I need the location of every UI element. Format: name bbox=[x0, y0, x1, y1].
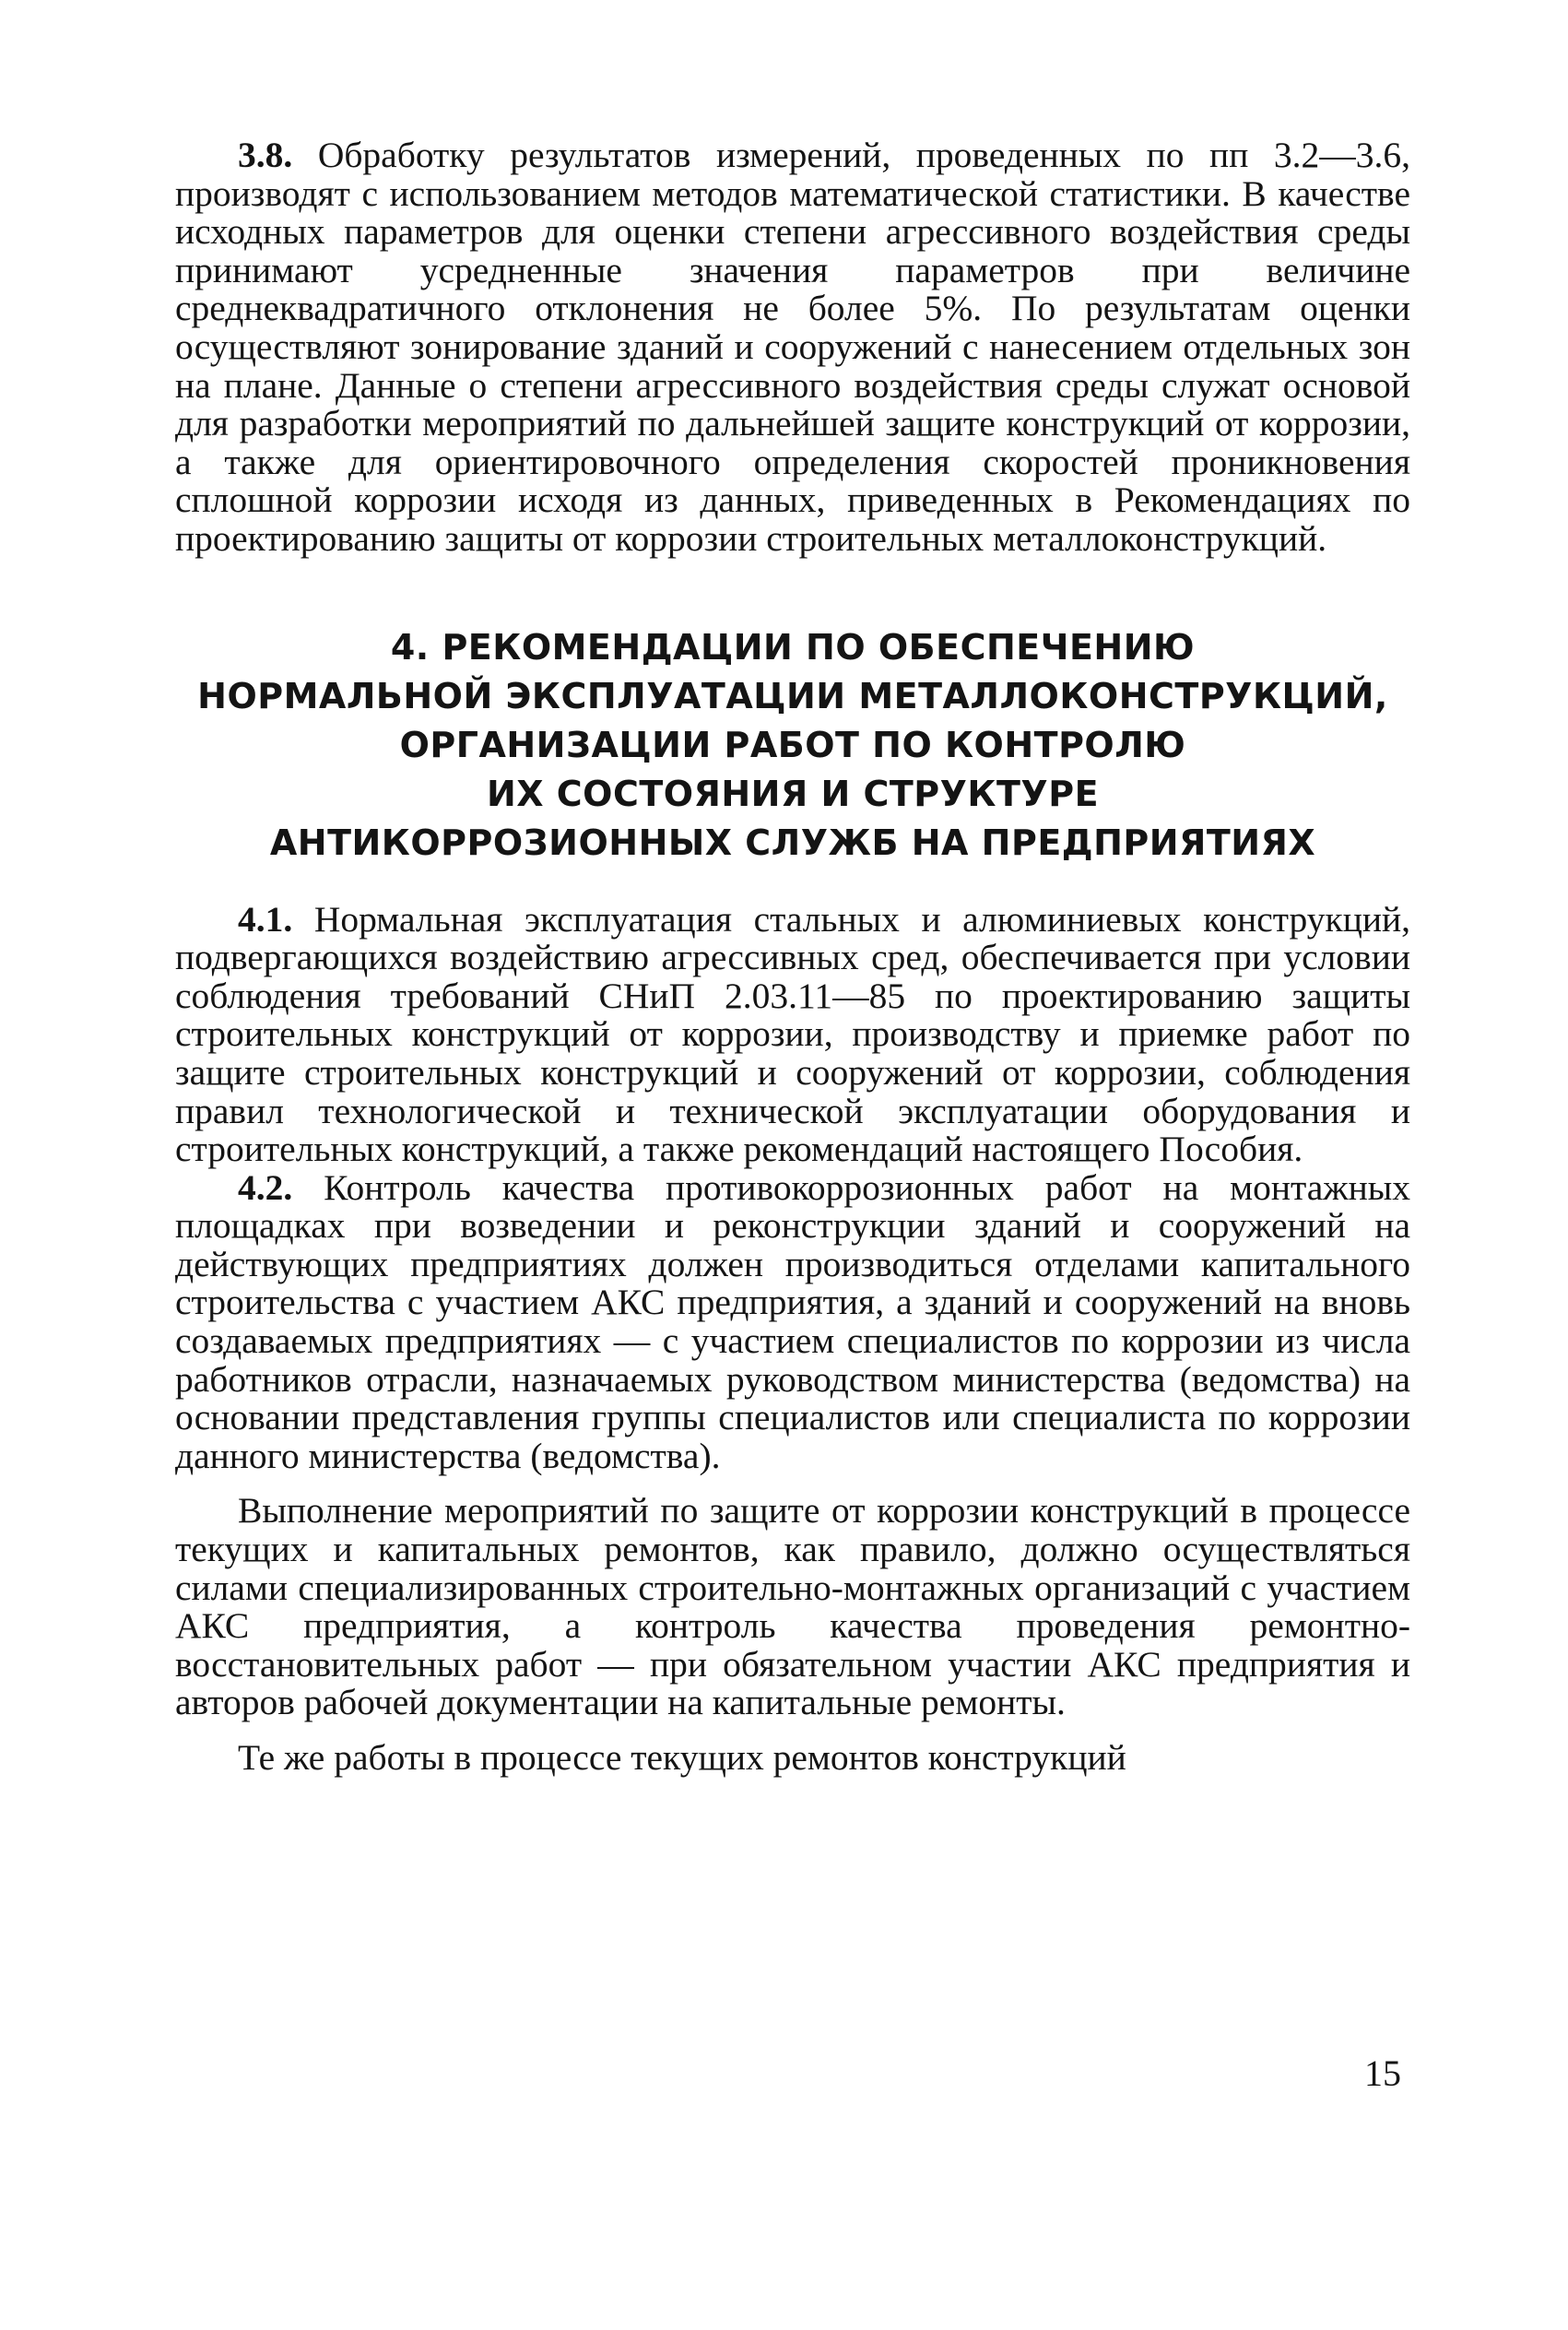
paragraph-number: 4.2. bbox=[238, 1166, 293, 1208]
heading-line: ОРГАНИЗАЦИИ РАБОТ ПО КОНТРОЛЮ bbox=[399, 724, 1186, 765]
section-heading bbox=[175, 623, 1410, 868]
paragraph-text: Обработку результатов измерений, проведенных по пп 3.2—3.6, производят с использованием методов математической статистики. В качестве исходных параметров для оценки степени агрессивного воздействия среды принимают усредненные значения параметров при величине среднеквадратичного отклонения не более 5%. По результатам оценки осуществляют зонирование зданий и сооружений с нанесением отдельных зон на плане. Данные о степени агрессивного воздействия среды служат основой для разработки мероприятий по дальнейшей защите конструкций от коррозии, а также для ориентировочного определения скоростей проникновения сплошной коррозии исходя из данных, приведенных в Рекомендациях по проектированию защиты от коррозии строительных металлоконструкций. bbox=[175, 135, 1411, 559]
heading-line: АНТИКОРРОЗИОННЫХ СЛУЖБ НА ПРЕДПРИЯТИЯХ bbox=[269, 822, 1316, 863]
paragraph-text: Контроль качества противокоррозионных работ на монтажных площадках при возведении и реконструкции зданий и сооружений на действующих предприятиях должен производиться отделами капитального строительства с участием АКС предприятия, а зданий и сооружений на вновь создаваемых предприятиях — с участием специалистов по коррозии из числа работников отрасли, назначаемых руководством министерства (ведомства) на основании представления группы специалистов или специалиста по коррозии данного министерства (ведомства). bbox=[175, 1166, 1410, 1476]
paragraph-4-2 bbox=[175, 1166, 1410, 1476]
paragraph-text: Те же работы в процессе текущих ремонтов конструкций bbox=[238, 1737, 1126, 1778]
text-column bbox=[175, 136, 1410, 1778]
paragraph-4-1 bbox=[175, 898, 1411, 1170]
paragraph-text: Нормальная эксплуатация стальных и алюминиевых конструкций, подвергающихся воздействию агрессивных сред, обеспечивается при условии соблюдения требований СНиП 2.03.11—85 по проектированию защиты строительных конструкций от коррозии, производству и приемке работ по защите строительных конструкций и сооружений от коррозии, соблюдения правил технологической и технической эксплуатации оборудования и строительных конструкций, а также рекомендаций настоящего Пособия. bbox=[175, 898, 1411, 1170]
heading-line: НОРМАЛЬНОЙ ЭКСПЛУАТАЦИИ МЕТАЛЛОКОНСТРУКЦИЙ, bbox=[197, 675, 1388, 716]
paragraph-number: 4.1. bbox=[238, 898, 293, 940]
paragraph-number: 3.8. bbox=[238, 135, 293, 175]
page-number: 15 bbox=[1364, 2052, 1401, 2094]
heading-line: ИХ СОСТОЯНИЯ И СТРУКТУРЕ bbox=[486, 773, 1100, 814]
paragraph-3-8 bbox=[175, 136, 1410, 559]
paragraph-4-2-last bbox=[175, 1739, 1410, 1778]
heading-line: 4. РЕКОМЕНДАЦИИ ПО ОБЕСПЕЧЕНИЮ bbox=[390, 626, 1196, 668]
paragraph-4-2-continued bbox=[175, 1492, 1410, 1722]
paragraph-text: Выполнение мероприятий по защите от коррозии конструкций в процессе текущих и капитальных ремонтов, как правило, должно осуществляться силами специализированных строительно-монтажных организаций с участием АКС предприятия, а контроль качества проведения ремонтно-восстановительных работ — при обязательном участии АКС предприятия и авторов рабочей документации на капитальные ремонты. bbox=[175, 1490, 1410, 1723]
